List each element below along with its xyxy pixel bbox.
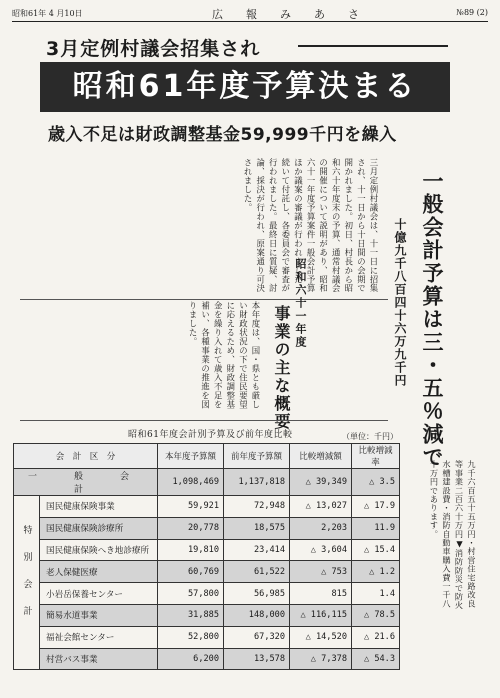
section-heading: 事業の主な概要: [272, 305, 291, 431]
row-current: 57,800: [158, 583, 224, 605]
row-diff: △ 14,520: [290, 626, 352, 648]
row-previous: 13,578: [224, 648, 290, 670]
row-diff: △ 3,604: [290, 539, 352, 561]
article-body-top: 三月定例村議会は、十一日に招集され、十一日から十日間の会期で開かれました。初日、村長から昭和六十年度末の予算、通常村議会の開催について説明があり、昭和六十一年度予算案件一般会計予算ほか議案の審議が行われました。続いて付託し、各委員会で審査が行われました。最終日に質疑、討論、採決が行われ、原案通り可決されました。: [243, 158, 379, 293]
row-previous: 18,575: [224, 517, 290, 539]
row-previous: 148,000: [224, 604, 290, 626]
row-rate: 1.4: [352, 583, 400, 605]
table-row: [14, 517, 400, 539]
header-current: 本年度予算額: [158, 444, 224, 469]
side-headline: 一般会計予算は三・五％減で: [420, 170, 444, 469]
newsletter-title: 広 報 み あ さ: [212, 8, 365, 21]
row-current: 6,200: [158, 648, 224, 670]
row-previous: 67,320: [224, 626, 290, 648]
row-previous: 61,522: [224, 561, 290, 583]
row-current: 52,800: [158, 626, 224, 648]
row-rate: △ 17.9: [352, 496, 400, 518]
row-name: 老人保健医療: [40, 561, 158, 583]
special-category-label: 特別会計: [21, 525, 32, 634]
row-diff: △ 116,115: [290, 604, 352, 626]
budget-table: [13, 443, 400, 670]
column-divider: [20, 299, 388, 300]
row-diff: △ 13,027: [290, 496, 352, 518]
row-rate: △ 1.2: [352, 561, 400, 583]
row-name: 村営バス事業: [40, 648, 158, 670]
table-title: 昭和61年度会計別予算及び前年度比較: [128, 430, 293, 440]
row-current: 20,778: [158, 517, 224, 539]
row-rate: △ 78.5: [352, 604, 400, 626]
table-row: [14, 626, 400, 648]
row-name: 簡易水道事業: [40, 604, 158, 626]
row-name: 国民健康保険へき地診療所: [40, 539, 158, 561]
row-diff: 815: [290, 583, 352, 605]
table-row: [14, 604, 400, 626]
table-divider: [20, 420, 388, 421]
row-current: 1,098,469: [158, 469, 224, 496]
row-rate: △ 21.6: [352, 626, 400, 648]
main-headline: 昭和61年度予算決まる: [40, 62, 450, 112]
row-name: 福祉会館センター: [40, 626, 158, 648]
row-name: 国民健康保険事業: [40, 496, 158, 518]
article-body-right: 九千六百五十五万円・村営住宅路改良等事業二百六十万円▼消防防災で防火水槽建設費・消防自動車購入費一千八十万円であります。: [429, 460, 477, 610]
table-unit: （単位：千円）: [342, 432, 398, 441]
kicker-rule: [298, 45, 448, 47]
row-previous: 23,414: [224, 539, 290, 561]
row-diff: △ 7,378: [290, 648, 352, 670]
table-row-general: [14, 469, 400, 496]
row-rate: △ 15.4: [352, 539, 400, 561]
table-row: [14, 583, 400, 605]
row-current: 59,921: [158, 496, 224, 518]
header-diff: 比較増減額: [290, 444, 352, 469]
row-previous: 1,137,818: [224, 469, 290, 496]
issue-date: 昭和61年 4 月10日: [12, 9, 83, 18]
table-row: [14, 561, 400, 583]
row-rate: △ 3.5: [352, 469, 400, 496]
table-row: [14, 648, 400, 670]
page-header: [12, 5, 488, 22]
row-rate: △ 54.3: [352, 648, 400, 670]
row-name: 国民健康保険診療所: [40, 517, 158, 539]
article-body-bottom: 本年度は、国・県とも厳しい財政状況の下で住民要望に応えるため、財政調整基金を繰り入れて歳入不足を補い、各種事業の推進を図りました。: [188, 301, 261, 409]
header-previous: 前年度予算額: [224, 444, 290, 469]
row-diff: 2,203: [290, 517, 352, 539]
table-row: [14, 496, 400, 518]
header-category: 会 計 区 分: [14, 444, 158, 469]
section-year: 昭和六十一年度: [294, 258, 307, 349]
table-header-row: [14, 444, 400, 469]
row-diff: △ 39,349: [290, 469, 352, 496]
side-amount: 十億九千八百四十六万九千円: [393, 218, 407, 387]
row-current: 19,810: [158, 539, 224, 561]
row-current: 60,769: [158, 561, 224, 583]
header-rate: 比較増減率: [352, 444, 400, 469]
headline-kicker: 3月定例村議会招集され: [46, 38, 261, 60]
issue-number: №89 (2): [456, 8, 488, 17]
row-rate: 11.9: [352, 517, 400, 539]
table-row: [14, 539, 400, 561]
row-name: 一 般 会 計: [14, 469, 158, 496]
row-previous: 56,985: [224, 583, 290, 605]
sub-headline: 歳入不足は財政調整基金59,999千円を繰入: [48, 125, 397, 145]
row-name: 小岩岳保養センター: [40, 583, 158, 605]
row-current: 31,885: [158, 604, 224, 626]
row-previous: 72,948: [224, 496, 290, 518]
row-diff: △ 753: [290, 561, 352, 583]
special-category-cell: [14, 496, 40, 670]
